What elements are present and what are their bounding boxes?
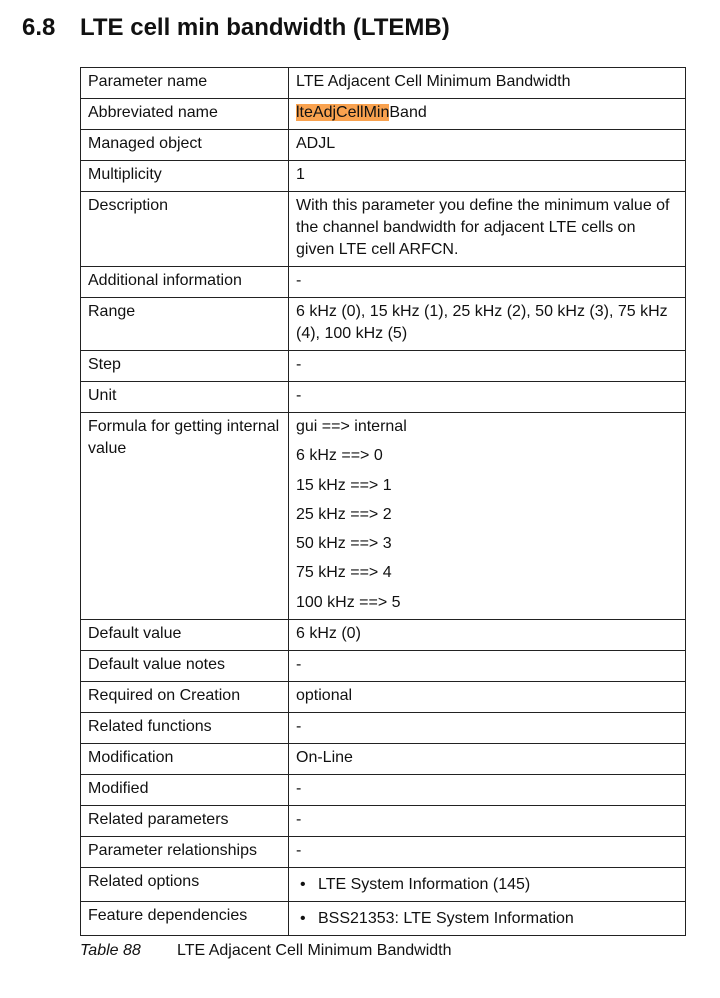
row-label: Description: [81, 192, 289, 267]
table-row: [81, 681, 686, 712]
table-row: [81, 901, 686, 935]
table-row: [81, 650, 686, 681]
table-row: [81, 192, 686, 267]
row-label: Required on Creation: [81, 681, 289, 712]
table-row: [81, 867, 686, 901]
table-row: [81, 774, 686, 805]
table-row: [81, 130, 686, 161]
table-row: [81, 836, 686, 867]
table-row: [81, 298, 686, 351]
row-label: Abbreviated name: [81, 99, 289, 130]
formula-line: gui ==> internal: [296, 418, 407, 435]
table-row: [81, 351, 686, 382]
row-label: Managed object: [81, 130, 289, 161]
row-value: [289, 99, 686, 130]
row-value: 6 kHz (0): [289, 619, 686, 650]
table-row: [81, 382, 686, 413]
row-label: Range: [81, 298, 289, 351]
formula-line: 15 kHz ==> 1: [296, 476, 392, 494]
row-label: Step: [81, 351, 289, 382]
caption-text: LTE Adjacent Cell Minimum Bandwidth: [177, 942, 452, 959]
bullet-icon: •: [300, 875, 306, 893]
formula-line: 50 kHz ==> 3: [296, 535, 392, 553]
row-label: Related options: [81, 867, 289, 901]
row-label: Related functions: [81, 712, 289, 743]
bullet-icon: •: [300, 909, 306, 927]
row-label: Default value notes: [81, 650, 289, 681]
caption-label: Table 88: [80, 942, 141, 959]
section-title: LTE cell min bandwidth (LTEMB): [80, 14, 450, 41]
row-label: Unit: [81, 382, 289, 413]
row-value: LTE Adjacent Cell Minimum Bandwidth: [289, 68, 686, 99]
search-highlight: lteAdjCellMin: [296, 104, 390, 121]
table-row: [81, 267, 686, 298]
row-label: Modified: [81, 774, 289, 805]
table-row: [81, 413, 686, 620]
table-row: [81, 68, 686, 99]
row-value: -: [289, 650, 686, 681]
row-label: Feature dependencies: [81, 901, 289, 935]
table-row: [81, 619, 686, 650]
formula-line: 25 kHz ==> 2: [296, 505, 392, 523]
formula-line: 6 kHz ==> 0: [296, 447, 383, 465]
bullet-text: BSS21353: LTE System Information: [318, 909, 574, 927]
row-label: Default value: [81, 619, 289, 650]
row-value: [289, 901, 686, 935]
row-value: -: [289, 805, 686, 836]
formula-line: 100 kHz ==> 5: [296, 593, 401, 611]
row-value: [289, 413, 686, 620]
row-value: 1: [289, 161, 686, 192]
table-row: [81, 805, 686, 836]
table-row: [81, 743, 686, 774]
bullet-item: [296, 871, 678, 896]
row-value: ADJL: [289, 130, 686, 161]
row-label: Formula for getting internal value: [81, 413, 289, 620]
section-heading: [22, 14, 450, 42]
row-value: -: [289, 382, 686, 413]
row-value: optional: [289, 681, 686, 712]
row-label: Multiplicity: [81, 161, 289, 192]
row-value: -: [289, 712, 686, 743]
row-label: Modification: [81, 743, 289, 774]
row-label: Additional information: [81, 267, 289, 298]
section-number: 6.8: [22, 14, 56, 41]
table-row: [81, 99, 686, 130]
row-value: -: [289, 774, 686, 805]
row-value: -: [289, 351, 686, 382]
table-row: [81, 161, 686, 192]
row-value: With this parameter you define the minimum value of the channel bandwidth for adjacent LTE cells on given LTE cell ARFCN.: [289, 192, 686, 267]
bullet-item: [296, 905, 678, 930]
row-value: On-Line: [289, 743, 686, 774]
row-value: -: [289, 836, 686, 867]
row-label: Related parameters: [81, 805, 289, 836]
row-label: Parameter name: [81, 68, 289, 99]
row-value: 6 kHz (0), 15 kHz (1), 25 kHz (2), 50 kHz (3), 75 kHz (4), 100 kHz (5): [289, 298, 686, 351]
bullet-text: LTE System Information (145): [318, 875, 531, 893]
abbreviated-name-rest: Band: [389, 104, 427, 121]
formula-line: 75 kHz ==> 4: [296, 564, 392, 582]
parameter-table: [80, 67, 686, 936]
row-value: [289, 867, 686, 901]
table-caption: [80, 942, 452, 960]
table-row: [81, 712, 686, 743]
row-value: -: [289, 267, 686, 298]
row-label: Parameter relationships: [81, 836, 289, 867]
